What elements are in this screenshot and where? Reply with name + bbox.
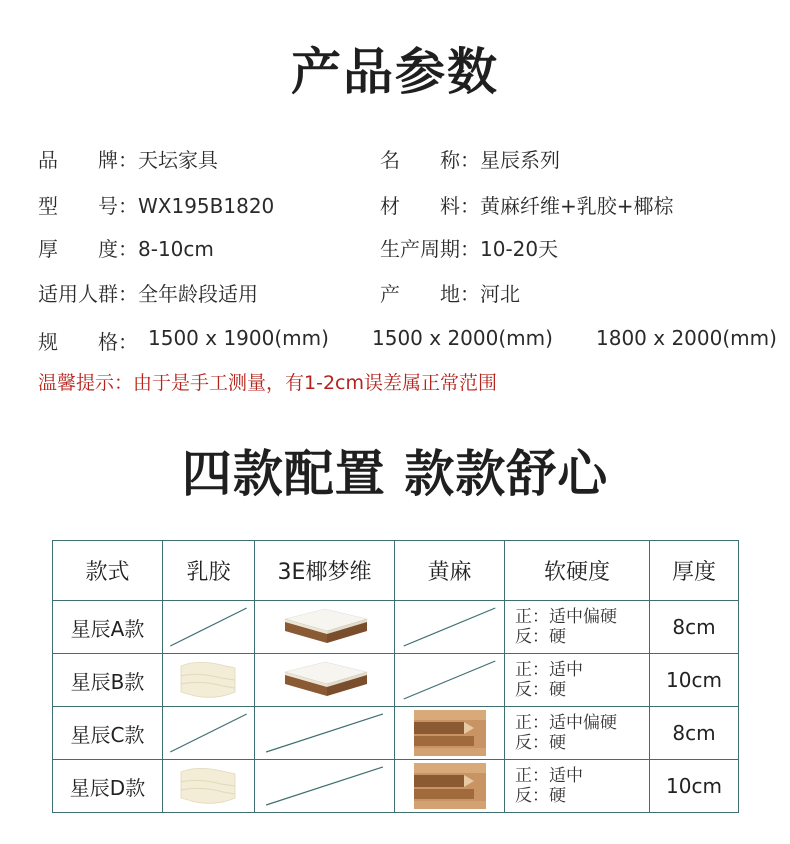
tolerance-note: 温馨提示：由于是手工测量，有1-2cm误差属正常范围 xyxy=(38,372,497,394)
firmness-cell xyxy=(505,760,650,813)
latex-cell xyxy=(163,601,255,654)
none-slash xyxy=(255,708,394,758)
coir-cell xyxy=(255,707,395,760)
coir-cell xyxy=(255,654,395,707)
spec-thickness-value: 8-10cm xyxy=(138,237,214,261)
firmness-back: 反：硬 xyxy=(515,627,566,647)
spec-material-value: 黄麻纤维+乳胶+椰棕 xyxy=(480,194,674,218)
latex-layer-image xyxy=(177,658,241,702)
spec-size-label: 规 格： xyxy=(38,330,138,354)
firmness-back: 反：硬 xyxy=(515,733,566,753)
firmness-back: 反：硬 xyxy=(515,786,566,806)
spec-model-value: WX195B1820 xyxy=(138,194,275,218)
firmness-cell xyxy=(505,601,650,654)
jute-cell xyxy=(395,707,505,760)
thickness-cell: 8cm xyxy=(650,601,739,654)
header-jute: 黄麻 xyxy=(395,541,505,601)
latex-layer-image xyxy=(177,764,241,808)
thickness-cell: 10cm xyxy=(650,654,739,707)
style-name: 星辰B款 xyxy=(53,654,163,707)
spec-cycle xyxy=(380,233,558,262)
spec-size-2: 1500 x 2000(mm) xyxy=(372,326,553,350)
spec-origin xyxy=(380,278,520,307)
coir-cell xyxy=(255,760,395,813)
none-slash xyxy=(255,761,394,811)
spec-name-label: 名 称： xyxy=(380,148,480,172)
thickness-cell: 10cm xyxy=(650,760,739,813)
spec-origin-value: 河北 xyxy=(480,282,520,306)
table-row xyxy=(53,654,739,707)
spec-origin-label: 产 地： xyxy=(380,282,480,306)
none-slash xyxy=(395,655,504,705)
table-header-row xyxy=(53,541,739,601)
spec-cycle-value: 10-20天 xyxy=(480,237,559,261)
spec-crowd xyxy=(38,278,258,307)
header-thickness: 厚度 xyxy=(650,541,739,601)
header-coir: 3E椰梦维 xyxy=(255,541,395,601)
firmness-front: 正：适中偏硬 xyxy=(515,607,617,627)
spec-model-label: 型 号： xyxy=(38,194,138,218)
section-title-params: 产品参数 xyxy=(291,43,499,101)
spec-cycle-label: 生产周期： xyxy=(380,237,480,261)
table-row xyxy=(53,707,739,760)
section-title-config: 四款配置 款款舒心 xyxy=(181,445,609,503)
spec-crowd-label: 适用人群： xyxy=(38,282,138,306)
spec-material-label: 材 料： xyxy=(380,194,480,218)
none-slash xyxy=(395,602,504,652)
spec-crowd-value: 全年龄段适用 xyxy=(138,282,258,306)
spec-brand-value: 天坛家具 xyxy=(138,148,218,172)
firmness-cell xyxy=(505,654,650,707)
firmness-back: 反：硬 xyxy=(515,680,566,700)
firmness-cell xyxy=(505,707,650,760)
header-style: 款式 xyxy=(53,541,163,601)
none-slash xyxy=(163,708,254,758)
jute-layer-image xyxy=(414,710,486,756)
spec-brand xyxy=(38,144,218,173)
spec-size-3: 1800 x 2000(mm) xyxy=(596,326,777,350)
spec-name xyxy=(380,144,560,173)
coir-mattress-image xyxy=(279,658,371,702)
table-row xyxy=(53,760,739,813)
style-name: 星辰C款 xyxy=(53,707,163,760)
style-name: 星辰A款 xyxy=(53,601,163,654)
spec-model xyxy=(38,190,274,219)
config-table xyxy=(52,540,739,813)
firmness-front: 正：适中 xyxy=(515,660,583,680)
jute-cell xyxy=(395,760,505,813)
jute-cell xyxy=(395,601,505,654)
coir-cell xyxy=(255,601,395,654)
firmness-front: 正：适中偏硬 xyxy=(515,713,617,733)
header-firmness: 软硬度 xyxy=(505,541,650,601)
spec-brand-label: 品 牌： xyxy=(38,148,138,172)
spec-thickness xyxy=(38,233,214,262)
spec-material xyxy=(380,190,674,219)
firmness-front: 正：适中 xyxy=(515,766,583,786)
none-slash xyxy=(163,602,254,652)
table-row xyxy=(53,601,739,654)
style-name: 星辰D款 xyxy=(53,760,163,813)
jute-cell xyxy=(395,654,505,707)
spec-size-1: 1500 x 1900(mm) xyxy=(148,326,329,350)
latex-cell xyxy=(163,760,255,813)
latex-cell xyxy=(163,707,255,760)
latex-cell xyxy=(163,654,255,707)
spec-name-value: 星辰系列 xyxy=(480,148,560,172)
spec-thickness-label: 厚 度： xyxy=(38,237,138,261)
thickness-cell: 8cm xyxy=(650,707,739,760)
coir-mattress-image xyxy=(279,605,371,649)
spec-size xyxy=(38,326,138,355)
jute-layer-image xyxy=(414,763,486,809)
header-latex: 乳胶 xyxy=(163,541,255,601)
